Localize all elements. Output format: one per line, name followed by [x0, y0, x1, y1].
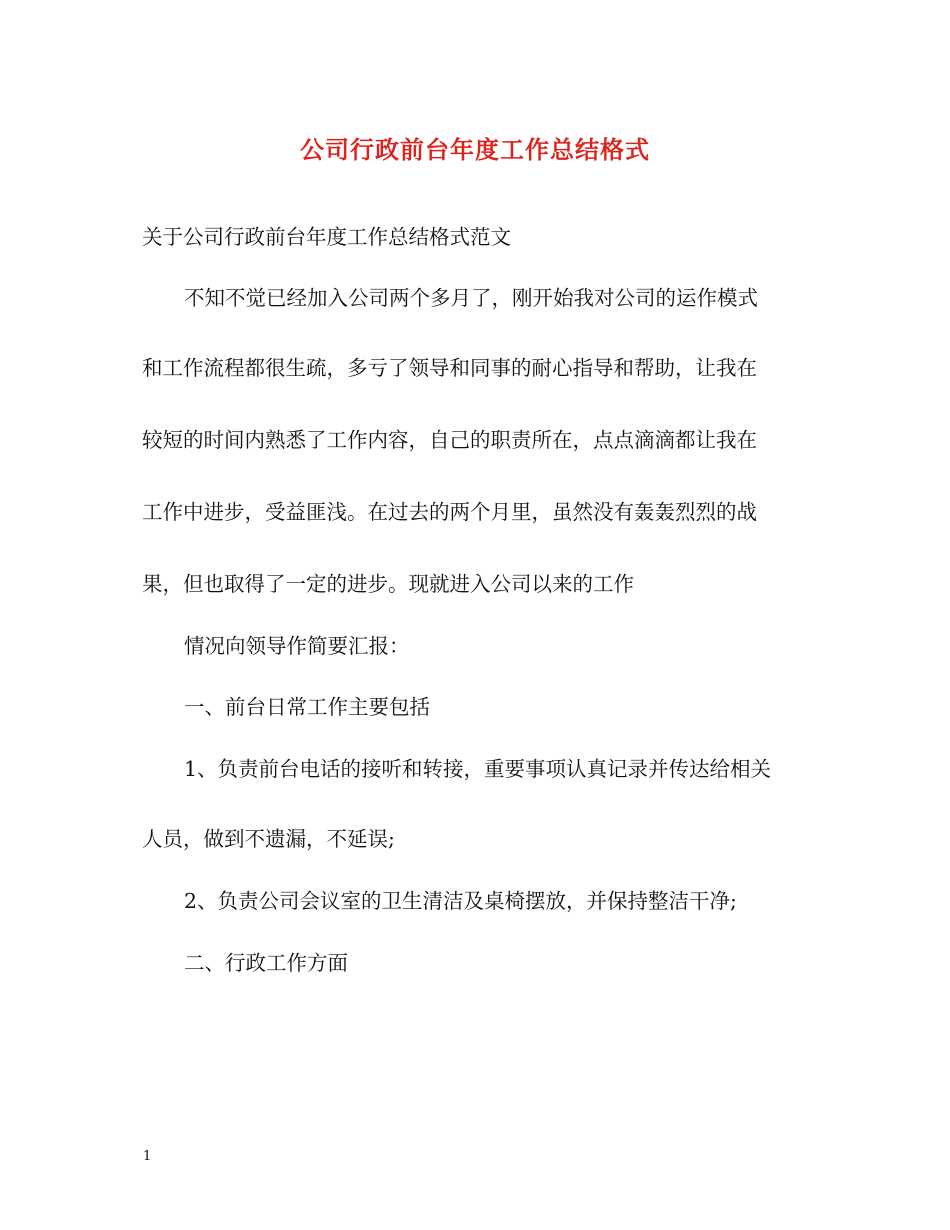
list-item-line: 2、负责公司会议室的卫生清洁及桌椅摆放，并保持整洁干净; [184, 889, 737, 913]
section-heading: 二、行政工作方面 [184, 951, 348, 975]
paragraph-line: 和工作流程都很生疏，多亏了领导和同事的耐心指导和帮助，让我在 [142, 356, 757, 380]
paragraph-line: 果，但也取得了一定的进步。现就进入公司以来的工作 [142, 572, 634, 596]
paragraph-line: 工作中进步，受益匪浅。在过去的两个月里，虽然没有轰轰烈烈的战 [142, 500, 757, 524]
document-subtitle: 关于公司行政前台年度工作总结格式范文 [142, 225, 511, 249]
section-heading: 一、前台日常工作主要包括 [184, 695, 430, 719]
paragraph-line: 较短的时间内熟悉了工作内容，自己的职责所在，点点滴滴都让我在 [142, 428, 757, 452]
paragraph-line: 情况向领导作简要汇报： [184, 634, 410, 658]
document-title: 公司行政前台年度工作总结格式 [300, 135, 650, 164]
paragraph-line: 不知不觉已经加入公司两个多月了，刚开始我对公司的运作模式 [184, 286, 758, 310]
list-item-line: 人员，做到不遗漏，不延误; [142, 827, 395, 851]
page-number: 1 [143, 1149, 152, 1164]
list-item-line: 1、负责前台电话的接听和转接，重要事项认真记录并传达给相关 [184, 757, 772, 781]
